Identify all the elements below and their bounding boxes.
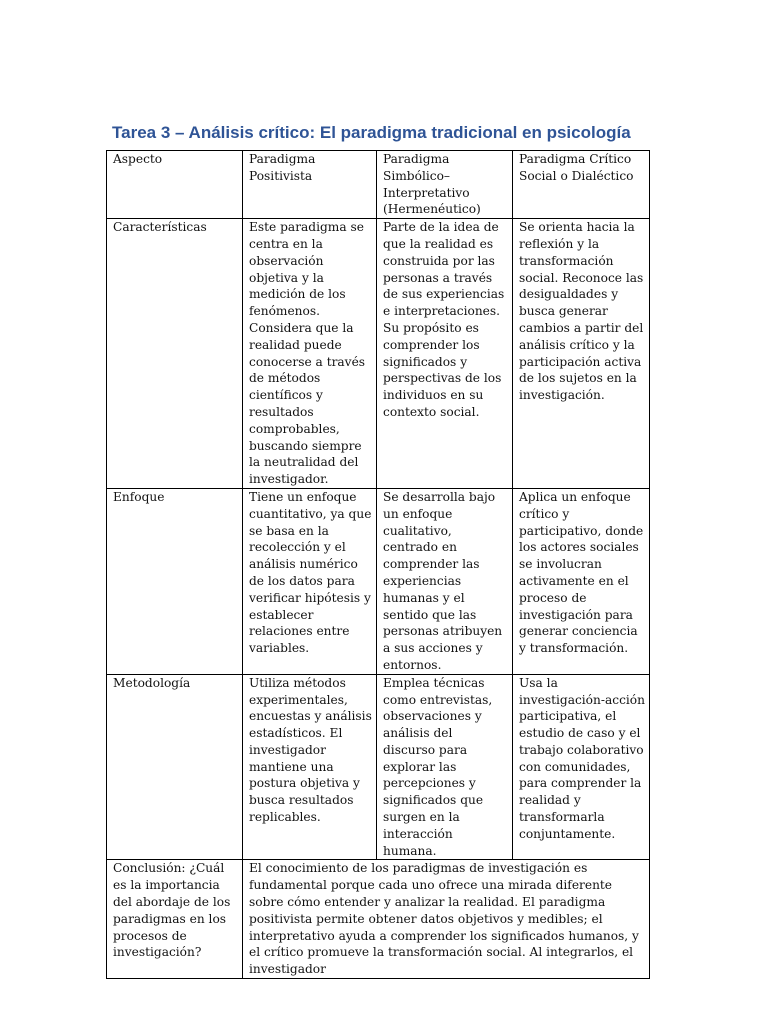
row-label: Metodología (107, 674, 243, 860)
header-critico: Paradigma Crítico Social o Dialéctico (513, 151, 650, 219)
header-positivista: Paradigma Positivista (243, 151, 377, 219)
cell-interpretativo: Emplea técnicas como entrevistas, observaciones y análisis del discurso para explorar las percepciones y significados que surgen en la interacción humana. (377, 674, 513, 860)
cell-positivista: Utiliza métodos experimentales, encuestas y análisis estadísticos. El investigador mantiene una postura objetiva y busca resultados replicables. (243, 674, 377, 860)
cell-critico: Se orienta hacia la reflexión y la transformación social. Reconoce las desigualdades y busca generar cambios a partir del análisis crítico y la participación activa de los sujetos en la investigación. (513, 219, 650, 489)
paradigm-comparison-table (106, 150, 650, 979)
row-label: Enfoque (107, 488, 243, 674)
cell-positivista: Tiene un enfoque cuantitativo, ya que se basa en la recolección y el análisis numérico de los datos para verificar hipótesis y establecer relaciones entre variables. (243, 488, 377, 674)
table-row-metodologia (107, 674, 650, 860)
row-label: Conclusión: ¿Cuál es la importancia del abordaje de los paradigmas en los procesos de investigación? (107, 860, 243, 979)
table-row-caracteristicas (107, 219, 650, 489)
header-interpretativo: Paradigma Simbólico–Interpretativo (Hermenéutico) (377, 151, 513, 219)
cell-critico: Aplica un enfoque crítico y participativo, donde los actores sociales se involucran activamente en el proceso de investigación para generar conciencia y transformación. (513, 488, 650, 674)
table-row-enfoque (107, 488, 650, 674)
cell-interpretativo: Se desarrolla bajo un enfoque cualitativo, centrado en comprender las experiencias humanas y el sentido que las personas atribuyen a sus acciones y entornos. (377, 488, 513, 674)
cell-interpretativo: Parte de la idea de que la realidad es construida por las personas a través de sus experiencias e interpretaciones. Su propósito es comprender los significados y perspectivas de los individuos en su contexto social. (377, 219, 513, 489)
header-aspecto: Aspecto (107, 151, 243, 219)
table-row-conclusion (107, 860, 650, 979)
row-label: Características (107, 219, 243, 489)
table-header-row (107, 151, 650, 219)
conclusion-text: El conocimiento de los paradigmas de investigación es fundamental porque cada uno ofrece una mirada diferente sobre cómo entender y analizar la realidad. El paradigma positivista permite obtener datos objetivos y medibles; el interpretativo ayuda a comprender los significados humanos, y el crítico promueve la transformación social. Al integrarlos, el investigador (243, 860, 650, 979)
cell-critico: Usa la investigación-acción participativa, el estudio de caso y el trabajo colaborativo con comunidades, para comprender la realidad y transformarla conjuntamente. (513, 674, 650, 860)
cell-positivista: Este paradigma se centra en la observación objetiva y la medición de los fenómenos. Considera que la realidad puede conocerse a través de métodos científicos y resultados comprobables, buscando siempre la neutralidad del investigador. (243, 219, 377, 489)
document-title: Tarea 3 – Análisis crítico: El paradigma tradicional en psicología (112, 123, 631, 142)
